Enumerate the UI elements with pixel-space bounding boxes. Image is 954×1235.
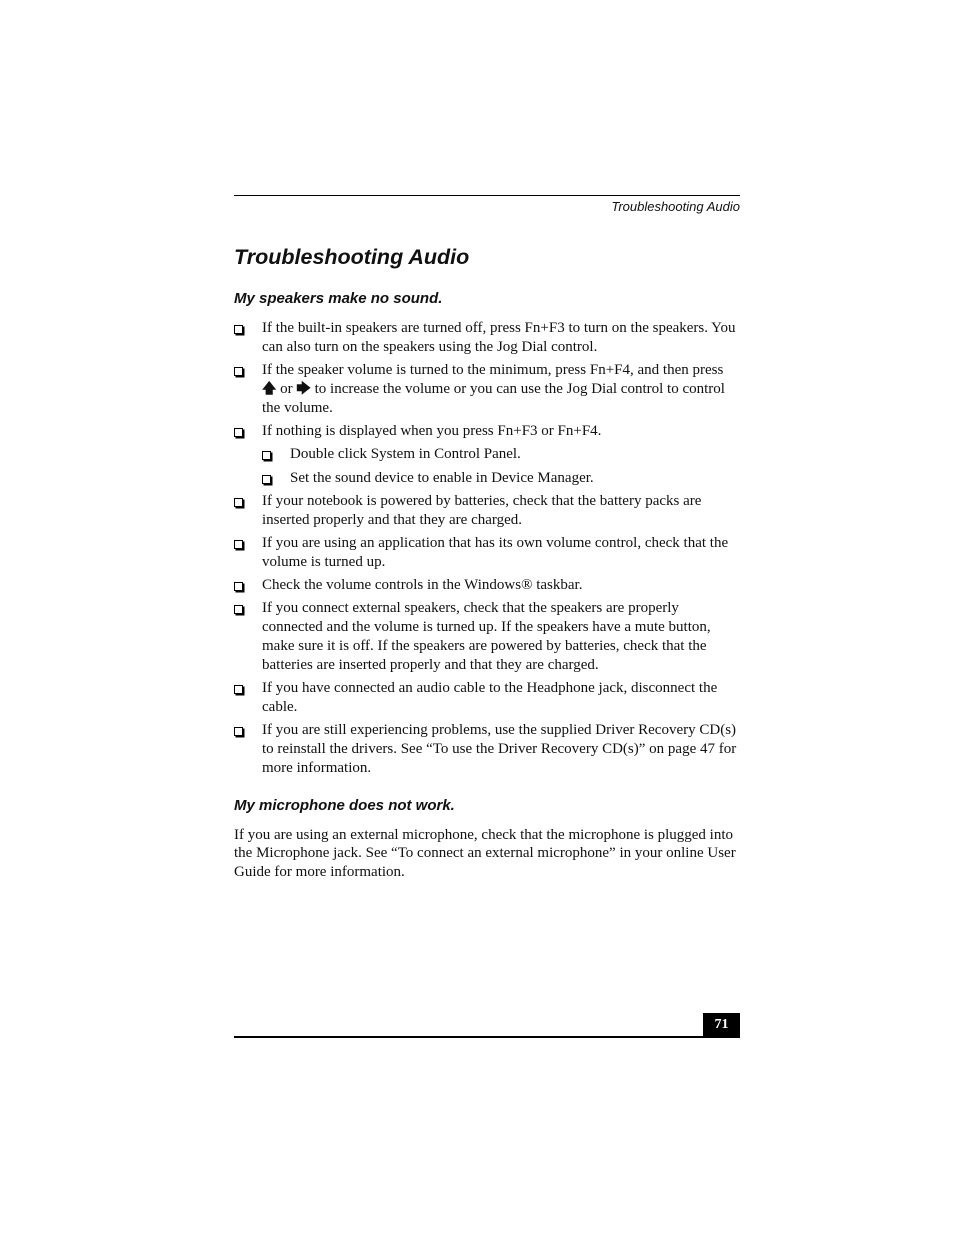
list-item: If you have connected an audio cable to the Headphone jack, disconnect the cable. <box>234 679 740 717</box>
checkbox-bullet-icon <box>234 685 243 694</box>
checkbox-bullet-icon <box>234 605 243 614</box>
running-header: Troubleshooting Audio <box>611 199 740 214</box>
page-content <box>234 242 740 882</box>
list-item: If the built-in speakers are turned off, press Fn+F3 to turn on the speakers. You can also turn on the speakers using the Jog Dial control. <box>234 319 740 357</box>
speakers-checklist <box>234 319 740 778</box>
checkbox-bullet-icon <box>234 325 243 334</box>
checkbox-bullet-icon <box>234 540 243 549</box>
list-item: If you are still experiencing problems, use the supplied Driver Recovery CD(s) to reinstall the drivers. See “To use the Driver Recovery CD(s)” on page 47 for more information. <box>234 721 740 777</box>
list-item: If your notebook is powered by batteries, check that the battery packs are inserted properly and that they are charged. <box>234 492 740 530</box>
checkbox-bullet-icon <box>234 367 243 376</box>
page-number: 71 <box>703 1013 740 1037</box>
checkbox-bullet-icon <box>234 428 243 437</box>
checkbox-bullet-icon <box>234 727 243 736</box>
speakers-heading: My speakers make no sound. <box>234 290 443 307</box>
list-item: Check the volume controls in the Windows® taskbar. <box>234 576 740 595</box>
sub-list-item: Set the sound device to enable in Device Manager. <box>234 469 740 488</box>
list-item: If you connect external speakers, check that the speakers are properly connected and the volume is turned up. If the speakers have a mute button, make sure it is off. If the speakers are powered by batteries, check that the batteries are inserted properly and that they are charged. <box>234 599 740 674</box>
microphone-heading: My microphone does not work. <box>234 796 455 814</box>
arrow-right-icon: 🡆 <box>296 380 311 397</box>
list-item: If the speaker volume is turned to the minimum, press Fn+F4, and then press 🡅 or 🡆 to increase the volume or you can use the Jog Dial control to control the volume. <box>234 361 740 417</box>
arrow-up-icon: 🡅 <box>262 380 277 397</box>
checkbox-bullet-icon <box>234 498 243 507</box>
checkbox-bullet-icon <box>262 451 271 460</box>
list-item: If you are using an application that has its own volume control, check that the volume is turned up. <box>234 534 740 572</box>
checkbox-bullet-icon <box>262 475 271 484</box>
microphone-paragraph: If you are using an external microphone, check that the microphone is plugged into the Microphone jack. See “To connect an external microphone” in your online User Guide for more information. <box>234 826 736 881</box>
sub-list-item: Double click System in Control Panel. <box>234 445 740 464</box>
header-rule <box>234 195 740 196</box>
checkbox-bullet-icon <box>234 582 243 591</box>
page-title: Troubleshooting Audio <box>234 245 470 269</box>
footer-rule <box>234 1036 740 1038</box>
list-item: If nothing is displayed when you press Fn+F3 or Fn+F4. <box>234 422 740 441</box>
